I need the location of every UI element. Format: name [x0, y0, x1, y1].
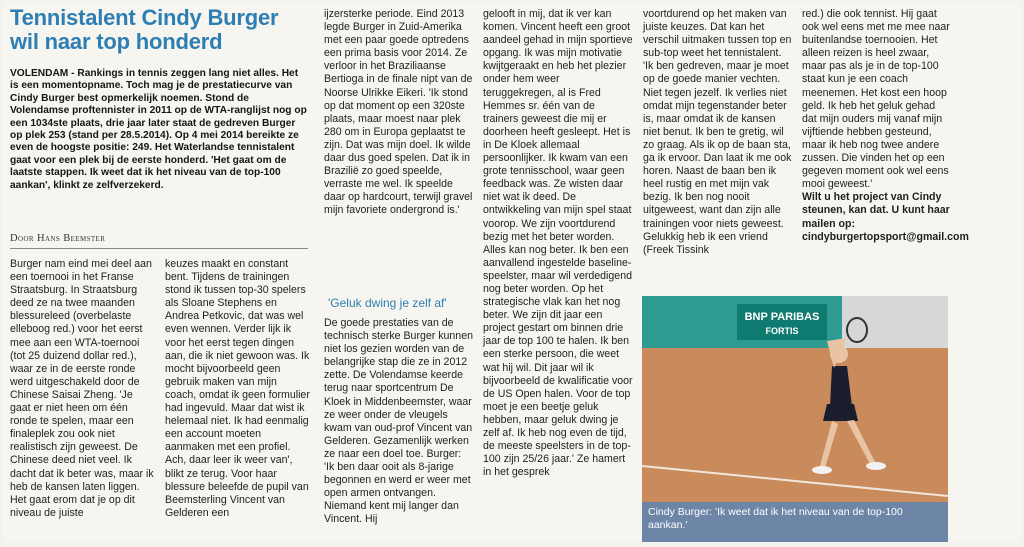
column-3b-text: De goede prestaties van de technisch sterke Burger kunnen niet los gezien worden van de belangrijke stap die ze in 2012 zette. De Volendamse keerde terug naar sportcentrum De Kloek in Middenbeemster, waar ze weer onder de vleugels kwam van oud-prof Vincent van Gelderen. Gezamenlijk werken ze naar een doel toe. Burger: 'Ik ben daar ooit als 8-jarige begonnen en werd er weer met open armen ontvangen. Niemand kent mij langer dan Vincent. Hij [324, 317, 473, 526]
column-6-text: red.) die ook tennist. Hij gaat ook wel eens met me mee naar buitenlandse toernooien. Het alleen reizen is heel zwaar, maar pas als je in de top-100 staat kun je een coach meenemen. Het kost een hoop geld. Ik heb het geluk gehad dat mijn ouders mij vanaf mijn vijftiende hebben gesteund, maar ik heb nog twee andere zussen. Die vinden het op een gegeven moment ook wel eens mooi geweest.' [802, 8, 950, 191]
headline-line-1: Tennistalent Cindy Burger [10, 5, 279, 30]
column-1-text: Burger nam eind mei deel aan een toernooi in het Franse Straatsburg. In Straatsburg deed ze na twee maanden blessureleed (overbelaste elleboog red.) voor het eerst mee aan een WTA-toernooi (tot 25 duizend dollar red.), waar ze in de eerste ronde werd uitgeschakeld door de Chinese Saisai Zheng. 'Je gaat er niet heen om één ronde te spelen, maar een finaleplek zou ook niet realistisch zijn geweest. De Chinese deed niet veel. Ik dacht dat ik beter was, maar ik heb de kansen laten liggen. Het gaat erom dat je op dit niveau de juiste [10, 258, 154, 519]
column-5-text: voortdurend op het maken van juiste keuzes. Dat kan het verschil uitmaken tussen top en sub-top weet het tennistalent. 'Ik ben gedreven, maar je moet op de goede manier vechten. Niet tegen jezelf. Ik verlies niet omdat mijn tegenstander beter is, maar omdat ik de kansen niet benut. Ik ben te gretig, wil zo graag. Als ik op de baan sta, ga ik ervoor. Dan laat ik me ook horen. Naast de baan ben ik heel rustig en met mijn vak bezig. Ik ben nog nooit uitgeweest, want dan zijn alle trainingen voor niets geweest. Gelukkig heb ik een vriend (Freek Tissink [643, 8, 792, 256]
column-4-text: gelooft in mij, dat ik ver kan komen. Vincent heeft een groot aandeel gehad in mijn sportieve opgang. Ik was mijn motivatie kwijtgeraakt en heb het plezier onder hem weer teruggekregen, al is Fred Hemmes sr. één van de trainers geweest die mij er doorheen heeft gesleept. Het is in De Kloek allemaal persoonlijker. Ik kwam van een grote tennisschool, waar geen feedback was. Ze wisten daar niet wat ik deed. De ontwikkeling van mijn spel staat voorop. We zijn voortdurend bezig met het beter worden. Alles kan nog beter. Ik ben een aanvallend ingestelde baseline-speelster, maar wil verdedigend nog beter worden. Op het strategische vlak kan het nog beter. We zijn dit jaar een project gestart om binnen drie jaar de top 100 te halen. Ik ben een sterke persoon, die weet wat hij wil. Dit jaar wil ik bijvoorbeeld de kwalificatie voor de US Open halen. Voor de top moet je een beetje geluk hebben, maar geluk dwing je zelf af. Ik heb nog even de tijd, de meeste speelsters in de top-100 zijn 25/26 jaar.' Ze hamert in het gesprek [483, 8, 633, 479]
byline-divider [10, 248, 308, 249]
column-2-text: keuzes maakt en constant bent. Tijdens de trainingen stond ik tussen top-30 spelers als Sloane Stephens en Andrea Petkovic, dat was wel even wennen. Verder lijk ik voor het eerst tegen dingen aan, die ik niet gewoon was. Ik mocht bijvoorbeeld geen gebruik maken van mijn coach, omdat ik geen formulier had ingevuld. Maar dat wist ik helemaal niet. Ik had eenmalig een account moeten aanmaken met een profiel. Ach, daar leer ik weer van', blikt ze terug. Voor haar blessure beleefde de pupil van Beemsterling Vincent van Gelderen een [165, 258, 310, 519]
intro-paragraph: VOLENDAM - Rankings in tennis zeggen lang niet alles. Het is een momentopname. Toch mag je de prestatiecurve van Cindy Burger best opmerkelijk noemen. Stond de Volendamse proftennister in 2011 op de WTA-ranglijst nog op een 1034ste plaats, drie jaar later staat de gedreven Burger op plek 253 (stand per 28.5.2014). Op 4 mei 2014 bereikte ze even de hoogste positie: 249. Het Waterlandse tennistalent gaat voor een plek bij de eerste honderd. 'Het gaat om de laatste stappen. Ik weet dat ik het niveau van de top-100 aankan', klinkt ze zelfverzekerd. [10, 68, 307, 191]
byline: Door Hans Beemster [10, 233, 106, 244]
banner-bnp: BNP PARIBAS [744, 311, 820, 323]
newspaper-clipping [2, 2, 1022, 542]
column-3-continued [324, 317, 474, 542]
photo-caption: Cindy Burger: 'Ik weet dat ik het niveau van de top-100 aankan.' [642, 502, 948, 542]
column-1 [10, 258, 156, 542]
column-2 [165, 258, 311, 542]
banner-fortis: FORTIS [765, 326, 799, 336]
headline [10, 6, 310, 54]
column-3 [324, 8, 474, 258]
headline-line-2: wil naar top honderd [10, 29, 223, 54]
column-5 [643, 8, 793, 291]
column-3-text: ijzersterke periode. Eind 2013 legde Burger in Zuid-Amerika met een paar goede optredens een prima basis voor 2014. Ze verloor in het Braziliaanse Bertioga in de finale nipt van de Noorse Ulrikke Eikeri. 'Ik stond op dat moment op een 320ste plaats, maar moest naar plek 280 om in Europa geplaatst te zijn. Dat was mijn doel. Ik wilde daar dus goed spelen. Dat ik in Brazilië zo goed speelde, verraste me wel. Ik speelde daar op hardcourt, terwijl gravel mijn favoriete ondergrond is.' [324, 8, 473, 217]
column-4 [483, 8, 633, 542]
support-appeal: Wilt u het project van Cindy steunen, kan dat. U kunt haar mailen op: cindyburgertopsport@gmail.com [802, 191, 969, 243]
column-6 [802, 8, 969, 288]
subheading: 'Geluk dwing je zelf af' [328, 296, 447, 310]
